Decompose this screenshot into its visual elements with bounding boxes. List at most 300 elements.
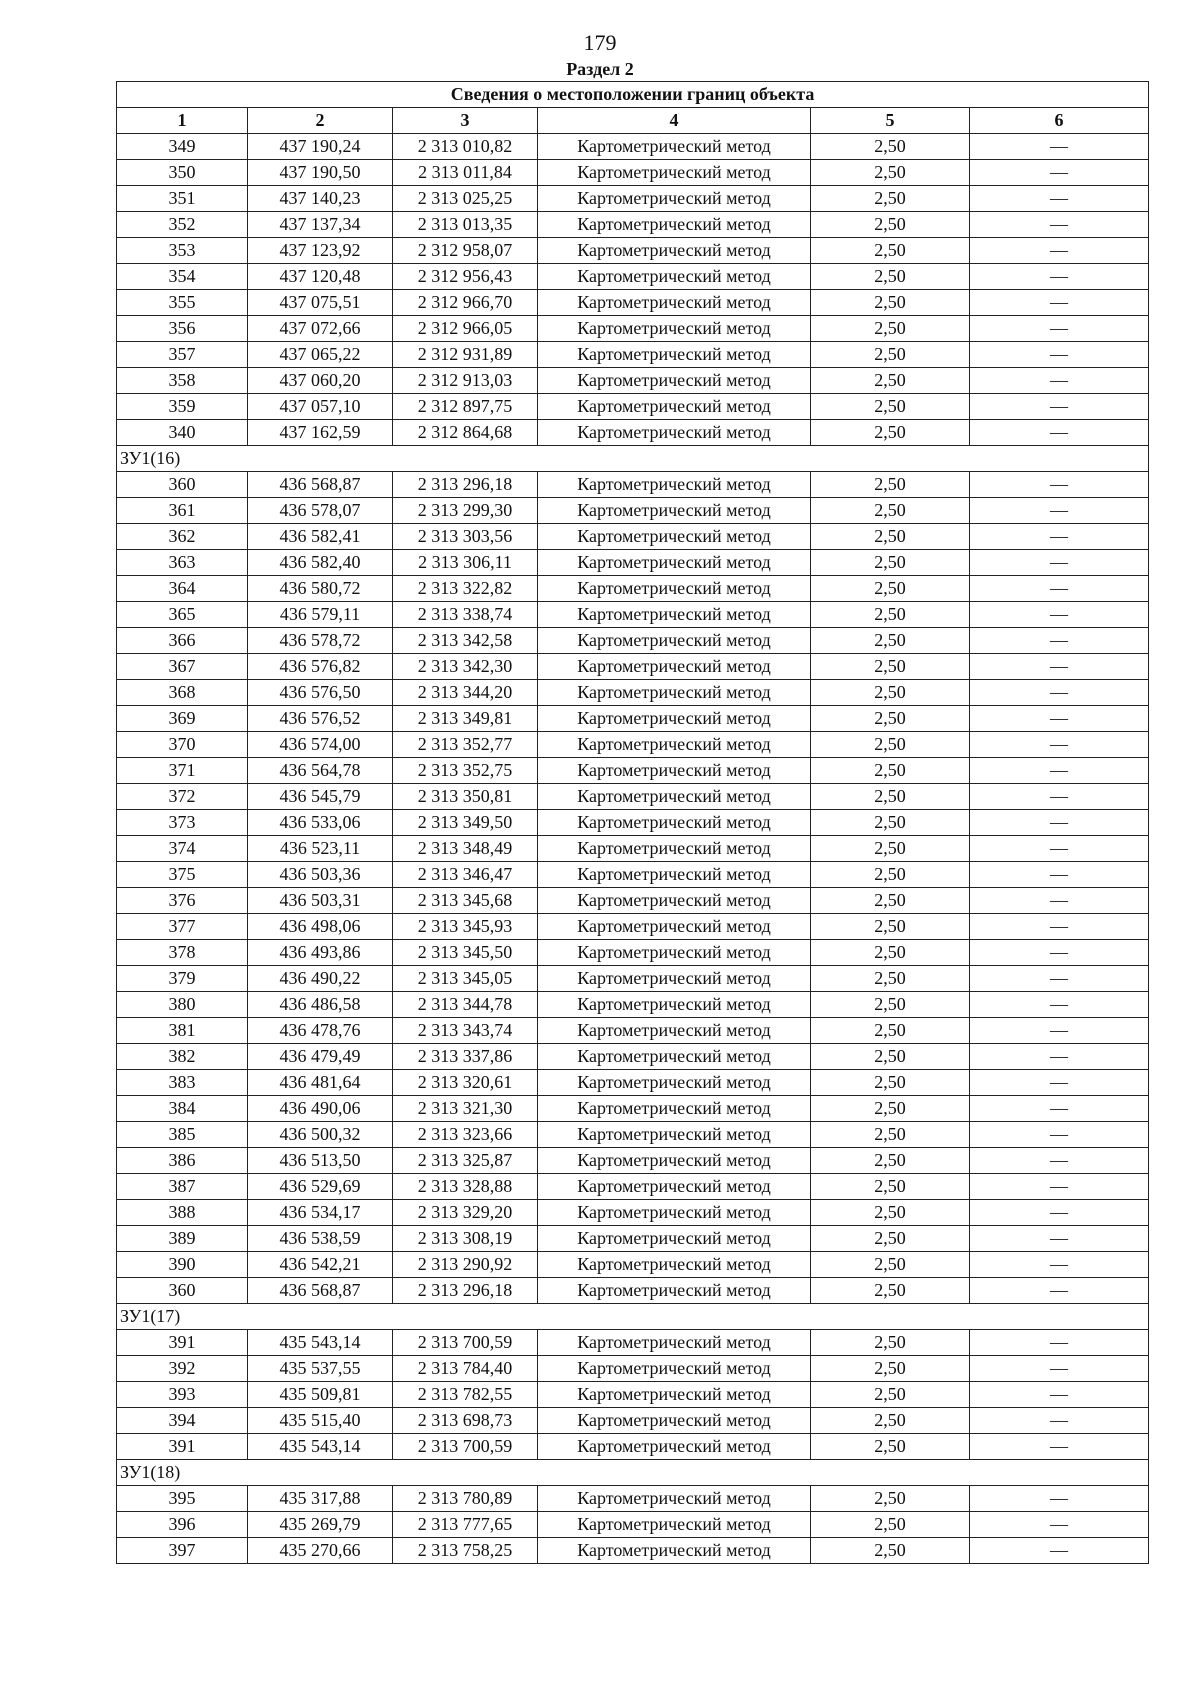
y-coordinate-cell: 2 313 780,89	[393, 1486, 538, 1512]
column-header: 3	[393, 108, 538, 134]
accuracy-cell: 2,50	[811, 602, 970, 628]
method-cell: Картометрический метод	[538, 1122, 811, 1148]
point-number-cell: 362	[117, 524, 248, 550]
accuracy-cell: 2,50	[811, 1486, 970, 1512]
method-cell: Картометрический метод	[538, 1538, 811, 1564]
note-cell: —	[970, 368, 1149, 394]
table-row	[117, 1330, 1149, 1356]
table-row	[117, 264, 1149, 290]
x-coordinate-cell: 437 065,22	[248, 342, 393, 368]
note-cell: —	[970, 836, 1149, 862]
y-coordinate-cell: 2 313 323,66	[393, 1122, 538, 1148]
point-number-cell: 382	[117, 1044, 248, 1070]
section-title: Раздел 2	[566, 59, 634, 79]
table-row	[117, 602, 1149, 628]
note-cell: —	[970, 1122, 1149, 1148]
y-coordinate-cell: 2 313 308,19	[393, 1226, 538, 1252]
method-cell: Картометрический метод	[538, 810, 811, 836]
point-number-cell: 360	[117, 1278, 248, 1304]
accuracy-cell: 2,50	[811, 212, 970, 238]
accuracy-cell: 2,50	[811, 1226, 970, 1252]
table-row	[117, 1356, 1149, 1382]
table-row	[117, 888, 1149, 914]
y-coordinate-cell: 2 313 784,40	[393, 1356, 538, 1382]
y-coordinate-cell: 2 313 290,92	[393, 1252, 538, 1278]
y-coordinate-cell: 2 313 010,82	[393, 134, 538, 160]
note-cell: —	[970, 316, 1149, 342]
x-coordinate-cell: 436 534,17	[248, 1200, 393, 1226]
y-coordinate-cell: 2 313 342,58	[393, 628, 538, 654]
accuracy-cell: 2,50	[811, 836, 970, 862]
point-number-cell: 359	[117, 394, 248, 420]
y-coordinate-cell: 2 313 011,84	[393, 160, 538, 186]
accuracy-cell: 2,50	[811, 784, 970, 810]
y-coordinate-cell: 2 313 345,68	[393, 888, 538, 914]
point-number-cell: 393	[117, 1382, 248, 1408]
x-coordinate-cell: 437 190,24	[248, 134, 393, 160]
accuracy-cell: 2,50	[811, 472, 970, 498]
note-cell: —	[970, 160, 1149, 186]
method-cell: Картометрический метод	[538, 1512, 811, 1538]
accuracy-cell: 2,50	[811, 966, 970, 992]
point-number-cell: 372	[117, 784, 248, 810]
x-coordinate-cell: 437 075,51	[248, 290, 393, 316]
note-cell: —	[970, 1486, 1149, 1512]
x-coordinate-cell: 436 479,49	[248, 1044, 393, 1070]
x-coordinate-cell: 436 481,64	[248, 1070, 393, 1096]
column-header: 4	[538, 108, 811, 134]
table-row	[117, 1122, 1149, 1148]
note-cell: —	[970, 1252, 1149, 1278]
table-row	[117, 160, 1149, 186]
table-row	[117, 1018, 1149, 1044]
x-coordinate-cell: 435 269,79	[248, 1512, 393, 1538]
accuracy-cell: 2,50	[811, 1356, 970, 1382]
method-cell: Картометрический метод	[538, 1148, 811, 1174]
table-row	[117, 524, 1149, 550]
point-number-cell: 355	[117, 290, 248, 316]
note-cell: —	[970, 238, 1149, 264]
column-header: 1	[117, 108, 248, 134]
y-coordinate-cell: 2 312 897,75	[393, 394, 538, 420]
x-coordinate-cell: 435 270,66	[248, 1538, 393, 1564]
x-coordinate-cell: 436 564,78	[248, 758, 393, 784]
x-coordinate-cell: 437 123,92	[248, 238, 393, 264]
y-coordinate-cell: 2 313 321,30	[393, 1096, 538, 1122]
point-number-cell: 371	[117, 758, 248, 784]
x-coordinate-cell: 436 576,50	[248, 680, 393, 706]
point-number-cell: 384	[117, 1096, 248, 1122]
y-coordinate-cell: 2 312 956,43	[393, 264, 538, 290]
y-coordinate-cell: 2 313 348,49	[393, 836, 538, 862]
point-number-cell: 364	[117, 576, 248, 602]
point-number-cell: 356	[117, 316, 248, 342]
x-coordinate-cell: 437 140,23	[248, 186, 393, 212]
table-row	[117, 1148, 1149, 1174]
point-number-cell: 387	[117, 1174, 248, 1200]
method-cell: Картометрический метод	[538, 316, 811, 342]
point-number-cell: 367	[117, 654, 248, 680]
y-coordinate-cell: 2 313 700,59	[393, 1330, 538, 1356]
x-coordinate-cell: 436 493,86	[248, 940, 393, 966]
note-cell: —	[970, 1174, 1149, 1200]
column-header: 6	[970, 108, 1149, 134]
y-coordinate-cell: 2 313 337,86	[393, 1044, 538, 1070]
x-coordinate-cell: 436 490,22	[248, 966, 393, 992]
note-cell: —	[970, 1382, 1149, 1408]
y-coordinate-cell: 2 313 322,82	[393, 576, 538, 602]
table-row	[117, 706, 1149, 732]
point-number-cell: 379	[117, 966, 248, 992]
method-cell: Картометрический метод	[538, 1044, 811, 1070]
x-coordinate-cell: 435 515,40	[248, 1408, 393, 1434]
x-coordinate-cell: 436 582,40	[248, 550, 393, 576]
table-row	[117, 472, 1149, 498]
y-coordinate-cell: 2 313 296,18	[393, 472, 538, 498]
note-cell: —	[970, 654, 1149, 680]
y-coordinate-cell: 2 313 350,81	[393, 784, 538, 810]
table-row	[117, 550, 1149, 576]
x-coordinate-cell: 436 576,52	[248, 706, 393, 732]
table-row	[117, 1200, 1149, 1226]
x-coordinate-cell: 435 543,14	[248, 1434, 393, 1460]
accuracy-cell: 2,50	[811, 758, 970, 784]
accuracy-cell: 2,50	[811, 134, 970, 160]
table-row	[117, 342, 1149, 368]
point-number-cell: 369	[117, 706, 248, 732]
point-number-cell: 389	[117, 1226, 248, 1252]
method-cell: Картометрический метод	[538, 290, 811, 316]
table-row	[117, 1486, 1149, 1512]
table-row	[117, 836, 1149, 862]
note-cell: —	[970, 264, 1149, 290]
accuracy-cell: 2,50	[811, 264, 970, 290]
table-row	[117, 940, 1149, 966]
point-number-cell: 388	[117, 1200, 248, 1226]
table-row	[117, 992, 1149, 1018]
method-cell: Картометрический метод	[538, 186, 811, 212]
accuracy-cell: 2,50	[811, 1148, 970, 1174]
accuracy-cell: 2,50	[811, 1174, 970, 1200]
table-row	[117, 862, 1149, 888]
accuracy-cell: 2,50	[811, 368, 970, 394]
method-cell: Картометрический метод	[538, 1252, 811, 1278]
x-coordinate-cell: 436 579,11	[248, 602, 393, 628]
note-cell: —	[970, 1096, 1149, 1122]
point-number-cell: 397	[117, 1538, 248, 1564]
y-coordinate-cell: 2 312 966,70	[393, 290, 538, 316]
table-body	[117, 134, 1149, 1564]
point-number-cell: 363	[117, 550, 248, 576]
point-number-cell: 376	[117, 888, 248, 914]
x-coordinate-cell: 436 533,06	[248, 810, 393, 836]
table-row	[117, 576, 1149, 602]
accuracy-cell: 2,50	[811, 1044, 970, 1070]
accuracy-cell: 2,50	[811, 1122, 970, 1148]
accuracy-cell: 2,50	[811, 1200, 970, 1226]
accuracy-cell: 2,50	[811, 290, 970, 316]
group-label: ЗУ1(18)	[117, 1460, 1149, 1486]
method-cell: Картометрический метод	[538, 1226, 811, 1252]
method-cell: Картометрический метод	[538, 212, 811, 238]
note-cell: —	[970, 290, 1149, 316]
accuracy-cell: 2,50	[811, 576, 970, 602]
table-caption: Сведения о местоположении границ объекта	[117, 82, 1149, 108]
note-cell: —	[970, 576, 1149, 602]
x-coordinate-cell: 436 529,69	[248, 1174, 393, 1200]
x-coordinate-cell: 437 060,20	[248, 368, 393, 394]
y-coordinate-cell: 2 313 345,50	[393, 940, 538, 966]
x-coordinate-cell: 436 568,87	[248, 1278, 393, 1304]
y-coordinate-cell: 2 313 325,87	[393, 1148, 538, 1174]
note-cell: —	[970, 1434, 1149, 1460]
y-coordinate-cell: 2 313 296,18	[393, 1278, 538, 1304]
point-number-cell: 366	[117, 628, 248, 654]
accuracy-cell: 2,50	[811, 992, 970, 1018]
point-number-cell: 370	[117, 732, 248, 758]
y-coordinate-cell: 2 313 349,81	[393, 706, 538, 732]
method-cell: Картометрический метод	[538, 160, 811, 186]
method-cell: Картометрический метод	[538, 420, 811, 446]
point-number-cell: 377	[117, 914, 248, 940]
note-cell: —	[970, 1356, 1149, 1382]
note-cell: —	[970, 992, 1149, 1018]
note-cell: —	[970, 550, 1149, 576]
y-coordinate-cell: 2 313 349,50	[393, 810, 538, 836]
note-cell: —	[970, 758, 1149, 784]
point-number-cell: 381	[117, 1018, 248, 1044]
table-row	[117, 290, 1149, 316]
point-number-cell: 365	[117, 602, 248, 628]
note-cell: —	[970, 498, 1149, 524]
table-row	[117, 784, 1149, 810]
accuracy-cell: 2,50	[811, 628, 970, 654]
table-row	[117, 134, 1149, 160]
table-row	[117, 1070, 1149, 1096]
note-cell: —	[970, 940, 1149, 966]
accuracy-cell: 2,50	[811, 342, 970, 368]
coordinates-table	[116, 81, 1149, 1564]
x-coordinate-cell: 436 580,72	[248, 576, 393, 602]
note-cell: —	[970, 1200, 1149, 1226]
note-cell: —	[970, 680, 1149, 706]
accuracy-cell: 2,50	[811, 1330, 970, 1356]
group-row	[117, 1460, 1149, 1486]
table-row	[117, 758, 1149, 784]
point-number-cell: 383	[117, 1070, 248, 1096]
table-row	[117, 368, 1149, 394]
method-cell: Картометрический метод	[538, 888, 811, 914]
y-coordinate-cell: 2 312 913,03	[393, 368, 538, 394]
method-cell: Картометрический метод	[538, 1434, 811, 1460]
method-cell: Картометрический метод	[538, 550, 811, 576]
note-cell: —	[970, 1538, 1149, 1564]
note-cell: —	[970, 732, 1149, 758]
y-coordinate-cell: 2 313 352,77	[393, 732, 538, 758]
x-coordinate-cell: 436 498,06	[248, 914, 393, 940]
x-coordinate-cell: 436 578,07	[248, 498, 393, 524]
point-number-cell: 350	[117, 160, 248, 186]
note-cell: —	[970, 602, 1149, 628]
table-row	[117, 1096, 1149, 1122]
column-header: 2	[248, 108, 393, 134]
y-coordinate-cell: 2 312 931,89	[393, 342, 538, 368]
y-coordinate-cell: 2 313 758,25	[393, 1538, 538, 1564]
note-cell: —	[970, 706, 1149, 732]
note-cell: —	[970, 966, 1149, 992]
note-cell: —	[970, 394, 1149, 420]
note-cell: —	[970, 420, 1149, 446]
table-row	[117, 1382, 1149, 1408]
method-cell: Картометрический метод	[538, 524, 811, 550]
method-cell: Картометрический метод	[538, 1070, 811, 1096]
table-row	[117, 810, 1149, 836]
accuracy-cell: 2,50	[811, 420, 970, 446]
x-coordinate-cell: 435 509,81	[248, 1382, 393, 1408]
note-cell: —	[970, 1512, 1149, 1538]
accuracy-cell: 2,50	[811, 706, 970, 732]
x-coordinate-cell: 436 523,11	[248, 836, 393, 862]
method-cell: Картометрический метод	[538, 576, 811, 602]
accuracy-cell: 2,50	[811, 1382, 970, 1408]
note-cell: —	[970, 914, 1149, 940]
method-cell: Картометрический метод	[538, 1200, 811, 1226]
point-number-cell: 396	[117, 1512, 248, 1538]
accuracy-cell: 2,50	[811, 394, 970, 420]
note-cell: —	[970, 342, 1149, 368]
x-coordinate-cell: 436 574,00	[248, 732, 393, 758]
method-cell: Картометрический метод	[538, 1018, 811, 1044]
y-coordinate-cell: 2 313 299,30	[393, 498, 538, 524]
method-cell: Картометрический метод	[538, 602, 811, 628]
y-coordinate-cell: 2 313 013,35	[393, 212, 538, 238]
accuracy-cell: 2,50	[811, 1252, 970, 1278]
table-row	[117, 914, 1149, 940]
table-row	[117, 1434, 1149, 1460]
point-number-cell: 391	[117, 1434, 248, 1460]
method-cell: Картометрический метод	[538, 238, 811, 264]
note-cell: —	[970, 472, 1149, 498]
accuracy-cell: 2,50	[811, 1018, 970, 1044]
accuracy-cell: 2,50	[811, 1538, 970, 1564]
table-row	[117, 966, 1149, 992]
table-row	[117, 680, 1149, 706]
table-row	[117, 1512, 1149, 1538]
accuracy-cell: 2,50	[811, 524, 970, 550]
y-coordinate-cell: 2 313 777,65	[393, 1512, 538, 1538]
point-number-cell: 394	[117, 1408, 248, 1434]
y-coordinate-cell: 2 313 698,73	[393, 1408, 538, 1434]
x-coordinate-cell: 436 576,82	[248, 654, 393, 680]
x-coordinate-cell: 436 568,87	[248, 472, 393, 498]
method-cell: Картометрический метод	[538, 264, 811, 290]
point-number-cell: 386	[117, 1148, 248, 1174]
table-row	[117, 1252, 1149, 1278]
group-label: ЗУ1(17)	[117, 1304, 1149, 1330]
x-coordinate-cell: 437 072,66	[248, 316, 393, 342]
point-number-cell: 354	[117, 264, 248, 290]
method-cell: Картометрический метод	[538, 1330, 811, 1356]
x-coordinate-cell: 436 500,32	[248, 1122, 393, 1148]
method-cell: Картометрический метод	[538, 654, 811, 680]
y-coordinate-cell: 2 313 303,56	[393, 524, 538, 550]
y-coordinate-cell: 2 313 346,47	[393, 862, 538, 888]
accuracy-cell: 2,50	[811, 862, 970, 888]
method-cell: Картометрический метод	[538, 940, 811, 966]
note-cell: —	[970, 524, 1149, 550]
y-coordinate-cell: 2 313 342,30	[393, 654, 538, 680]
note-cell: —	[970, 1278, 1149, 1304]
x-coordinate-cell: 437 162,59	[248, 420, 393, 446]
accuracy-cell: 2,50	[811, 550, 970, 576]
table-row	[117, 1538, 1149, 1564]
method-cell: Картометрический метод	[538, 394, 811, 420]
x-coordinate-cell: 435 317,88	[248, 1486, 393, 1512]
point-number-cell: 374	[117, 836, 248, 862]
point-number-cell: 368	[117, 680, 248, 706]
y-coordinate-cell: 2 312 966,05	[393, 316, 538, 342]
point-number-cell: 392	[117, 1356, 248, 1382]
point-number-cell: 351	[117, 186, 248, 212]
method-cell: Картометрический метод	[538, 628, 811, 654]
accuracy-cell: 2,50	[811, 914, 970, 940]
accuracy-cell: 2,50	[811, 680, 970, 706]
table-row	[117, 732, 1149, 758]
accuracy-cell: 2,50	[811, 1070, 970, 1096]
x-coordinate-cell: 436 513,50	[248, 1148, 393, 1174]
accuracy-cell: 2,50	[811, 810, 970, 836]
point-number-cell: 357	[117, 342, 248, 368]
table-row	[117, 420, 1149, 446]
note-cell: —	[970, 1070, 1149, 1096]
y-coordinate-cell: 2 313 345,05	[393, 966, 538, 992]
accuracy-cell: 2,50	[811, 1096, 970, 1122]
x-coordinate-cell: 435 543,14	[248, 1330, 393, 1356]
table-row	[117, 628, 1149, 654]
method-cell: Картометрический метод	[538, 836, 811, 862]
method-cell: Картометрический метод	[538, 472, 811, 498]
y-coordinate-cell: 2 313 700,59	[393, 1434, 538, 1460]
note-cell: —	[970, 1018, 1149, 1044]
table-row	[117, 1226, 1149, 1252]
y-coordinate-cell: 2 313 782,55	[393, 1382, 538, 1408]
y-coordinate-cell: 2 313 306,11	[393, 550, 538, 576]
method-cell: Картометрический метод	[538, 784, 811, 810]
accuracy-cell: 2,50	[811, 238, 970, 264]
y-coordinate-cell: 2 313 320,61	[393, 1070, 538, 1096]
note-cell: —	[970, 810, 1149, 836]
group-label: ЗУ1(16)	[117, 446, 1149, 472]
method-cell: Картометрический метод	[538, 1356, 811, 1382]
point-number-cell: 353	[117, 238, 248, 264]
point-number-cell: 360	[117, 472, 248, 498]
table-row	[117, 212, 1149, 238]
note-cell: —	[970, 862, 1149, 888]
table-row	[117, 186, 1149, 212]
note-cell: —	[970, 186, 1149, 212]
x-coordinate-cell: 436 538,59	[248, 1226, 393, 1252]
note-cell: —	[970, 1044, 1149, 1070]
table-row	[117, 1174, 1149, 1200]
x-coordinate-cell: 436 478,76	[248, 1018, 393, 1044]
point-number-cell: 375	[117, 862, 248, 888]
x-coordinate-cell: 436 582,41	[248, 524, 393, 550]
accuracy-cell: 2,50	[811, 940, 970, 966]
accuracy-cell: 2,50	[811, 1278, 970, 1304]
point-number-cell: 378	[117, 940, 248, 966]
point-number-cell: 373	[117, 810, 248, 836]
x-coordinate-cell: 437 137,34	[248, 212, 393, 238]
